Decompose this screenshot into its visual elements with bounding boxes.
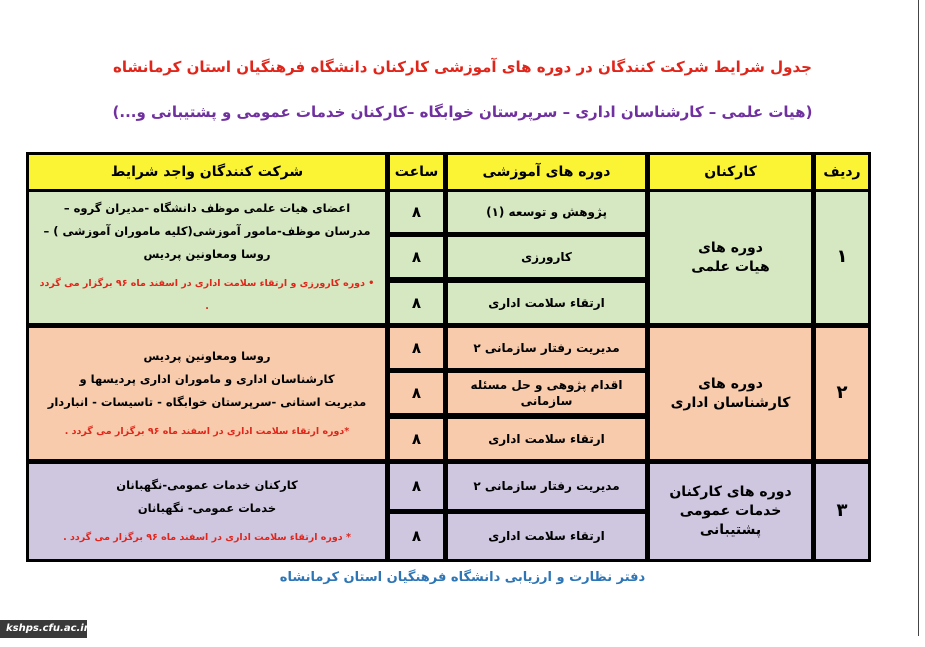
participant-line: روسا ومعاونین پردیس: [143, 348, 271, 363]
course-name: ارتقاء سلامت اداری: [448, 514, 645, 559]
course-name: ارتقاء سلامت اداری: [448, 283, 645, 323]
staff-line: هیات علمی: [691, 258, 770, 275]
participant-line: مدیریت استانی -سرپرستان خوابگاه - تاسیسات - انباردار: [47, 394, 367, 409]
course-hours: ۸: [390, 283, 443, 323]
row-number: ۳: [816, 464, 868, 559]
document-title: جدول شرایط شرکت کنندگان در دوره های آموزشی کارکنان دانشگاه فرهنگیان استان کرمانشاه: [113, 58, 812, 76]
course-hours: ۸: [390, 237, 443, 277]
course-name: مدیریت رفتار سازمانی ۲: [448, 464, 645, 509]
header-hours: ساعت: [390, 155, 443, 189]
staff-line: دوره های: [698, 239, 763, 256]
document-subtitle: (هیات علمی – کارشناسان اداری – سرپرستان خوابگاه –کارکنان خدمات عمومی و پشتیبانی و...): [112, 103, 813, 121]
course-hours: ۸: [390, 328, 443, 368]
participant-line: اعضای هیات علمی موظف دانشگاه -مدیران گروه –: [63, 201, 351, 215]
participant-line: کارشناسان اداری و ماموران اداری پردیسها و: [79, 371, 335, 386]
course-hours: ۸: [390, 192, 443, 232]
row-number: ۲: [816, 328, 868, 459]
staff-line: دوره های کارکنان: [669, 484, 792, 501]
footer-office: دفتر نظارت و ارزیابی دانشگاه فرهنگیان استان کرمانشاه: [279, 570, 646, 585]
header-courses: دوره های آموزشی: [448, 155, 645, 189]
eligible-participants: [29, 464, 385, 559]
schedule-note: • دوره کارورزی و ارتقاء سلامت اداری در اسفند ماه ۹۶ برگزار می گردد .: [39, 278, 375, 312]
participant-line: خدمات عمومی- نگهبانان: [137, 501, 277, 515]
schedule-note: * دوره ارتقاء سلامت اداری در اسفند ماه ۹۶ برگزار می گردد .: [63, 532, 351, 543]
course-name: اقدام پژوهی و حل مسئله سازمانی: [448, 373, 645, 413]
staff-line: دوره های: [698, 375, 763, 392]
staff-group: [650, 192, 811, 323]
course-hours: ۸: [390, 419, 443, 459]
header-row-number: ردیف: [816, 155, 868, 189]
site-logo[interactable]: kshps.cfu.ac.ir: [0, 620, 87, 638]
participant-line: روسا ومعاونین پردیس: [143, 247, 271, 261]
course-hours: ۸: [390, 464, 443, 509]
participant-line: مدرسان موظف-مامور آموزشی(کلیه ماموران آموزشی ) –: [43, 224, 371, 238]
page-edge-line: [918, 0, 919, 636]
participant-line: کارکنان خدمات عمومی-نگهبانان: [116, 478, 298, 492]
eligible-participants: [29, 192, 385, 323]
course-name: ارتقاء سلامت اداری: [448, 419, 645, 459]
staff-group: [650, 328, 811, 459]
course-name: کارورزی: [448, 237, 645, 277]
staff-line: کارشناسان اداری: [670, 394, 791, 411]
course-name: پژوهش و توسعه (۱): [448, 192, 645, 232]
course-hours: ۸: [390, 373, 443, 413]
header-staff: کارکنان: [650, 155, 811, 189]
staff-group: [650, 464, 811, 559]
schedule-note: *دوره ارتقاء سلامت اداری در اسفند ماه ۹۶ برگزار می گردد .: [64, 425, 350, 437]
staff-line: خدمات عمومی پشتیبانی: [679, 503, 782, 538]
eligible-participants: [29, 328, 385, 459]
header-participants: شرکت کنندگان واجد شرایط: [29, 155, 385, 189]
course-hours: ۸: [390, 514, 443, 559]
row-number: ۱: [816, 192, 868, 323]
course-name: مدیریت رفتار سازمانی ۲: [448, 328, 645, 368]
